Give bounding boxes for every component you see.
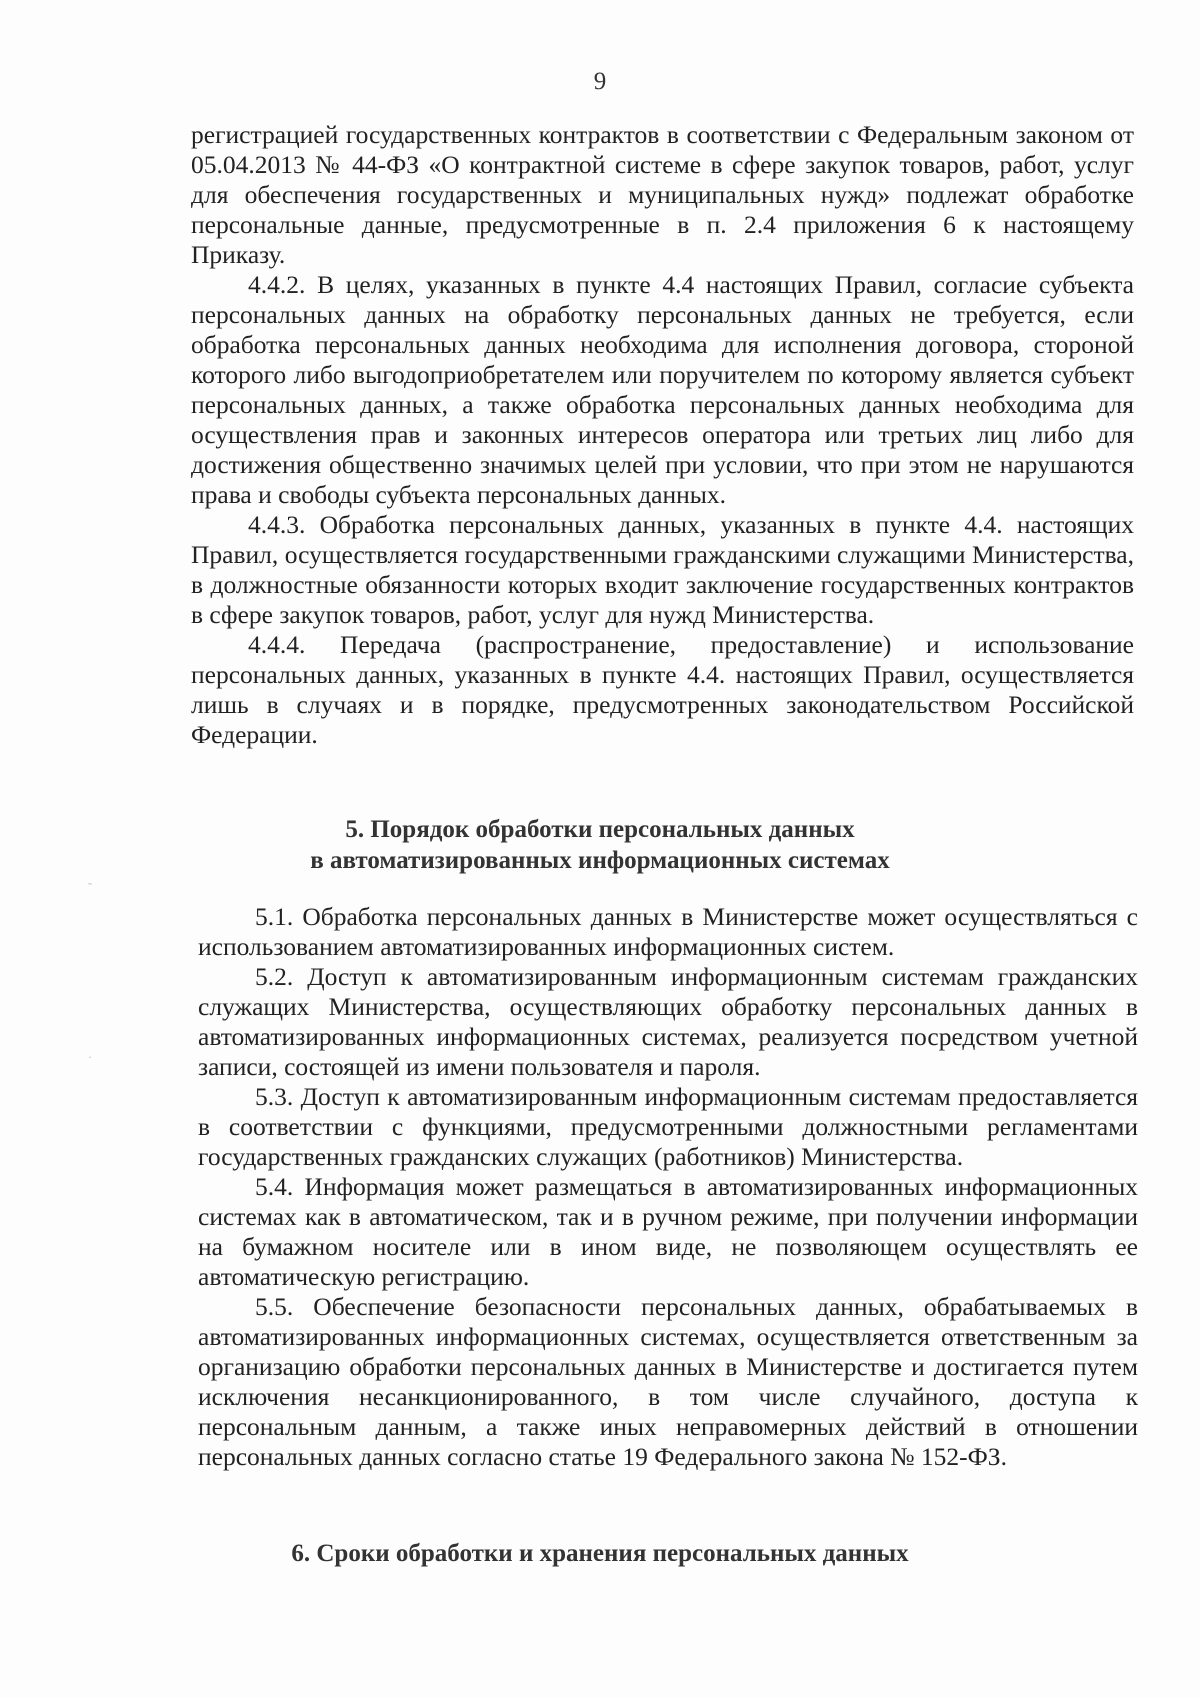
- scan-margin-mark: ˜: [88, 880, 92, 894]
- section-6-heading: [0, 1538, 1200, 1569]
- section-5-title-line-1: 5. Порядок обработки персональных данных: [345, 816, 855, 843]
- document-body-top: [191, 120, 1134, 750]
- scan-margin-mark: ·: [88, 1050, 92, 1064]
- paragraph-continuation: регистрацией государственных контрактов в соответствии с Федеральным законом от 05.04.2013 № 44-ФЗ «О контрактной системе в сфере закупок товаров, работ, услуг для обеспечения государственных и муниципальных нужд» подлежат обработке персональные данные, предусмотренные в п. 2.4 приложения 6 к настоящему Приказу.: [191, 120, 1134, 269]
- paragraph-5-1: 5.1. Обработка персональных данных в Министерстве может осуществляться с использованием автоматизированных информационных систем.: [198, 902, 1138, 961]
- paragraph-4-4-2: 4.4.2. В целях, указанных в пункте 4.4 настоящих Правил, согласие субъекта персональных данных на обработку персональных данных не требуется, если обработка персональных данных необходима для исполнения договора, стороной которого либо выгодоприобретателем или поручителем по которому является субъект персональных данных, а также обработка персональных данных необходима для осуществления прав и законных интересов оператора или третьих лиц либо для достижения общественно значимых целей при условии, что при этом не нарушаются права и свободы субъекта персональных данных.: [191, 270, 1134, 509]
- paragraph-4-4-4: 4.4.4. Передача (распространение, предоставление) и использование персональных данных, указанных в пункте 4.4. настоящих Правил, осуществляется лишь в случаях и в порядке, предусмотренных законодательством Российской Федерации.: [191, 630, 1134, 749]
- paragraph-4-4-3: 4.4.3. Обработка персональных данных, указанных в пункте 4.4. настоящих Правил, осуществляется государственными гражданскими служащими Министерства, в должностные обязанности которых входит заключение государственных контрактов в сфере закупок товаров, работ, услуг для нужд Министерства.: [191, 510, 1134, 629]
- paragraph-5-4: 5.4. Информация может размещаться в автоматизированных информационных системах как в автоматическом, так и в ручном режиме, при получении информации на бумажном носителе или в ином виде, не позволяющем осуществлять ее автоматическую регистрацию.: [198, 1172, 1138, 1291]
- paragraph-5-2: 5.2. Доступ к автоматизированным информационным системам гражданских служащих Министерства, осуществляющих обработку персональных данных в автоматизированных информационных системах, реализуется посредством учетной записи, состоящей из имени пользователя и пароля.: [198, 962, 1138, 1081]
- section-6-title: 6. Сроки обработки и хранения персональных данных: [291, 1540, 909, 1567]
- section-5-title-line-2: в автоматизированных информационных системах: [310, 847, 890, 874]
- section-5-body: [198, 902, 1138, 1472]
- page-number: 9: [593, 68, 607, 95]
- section-5-heading: [0, 814, 1200, 876]
- paragraph-5-3: 5.3. Доступ к автоматизированным информационным системам предоставляется в соответствии с функциями, предусмотренными должностными регламентами государственных гражданских служащих (работников) Министерства.: [198, 1082, 1138, 1171]
- paragraph-5-5: 5.5. Обеспечение безопасности персональных данных, обрабатываемых в автоматизированных информационных системах, осуществляется ответственным за организацию обработки персональных данных в Министерстве и достигается путем исключения несанкционированного, в том числе случайного, доступа к персональным данным, а также иных неправомерных действий в отношении персональных данных согласно статье 19 Федерального закона № 152-ФЗ.: [198, 1292, 1138, 1471]
